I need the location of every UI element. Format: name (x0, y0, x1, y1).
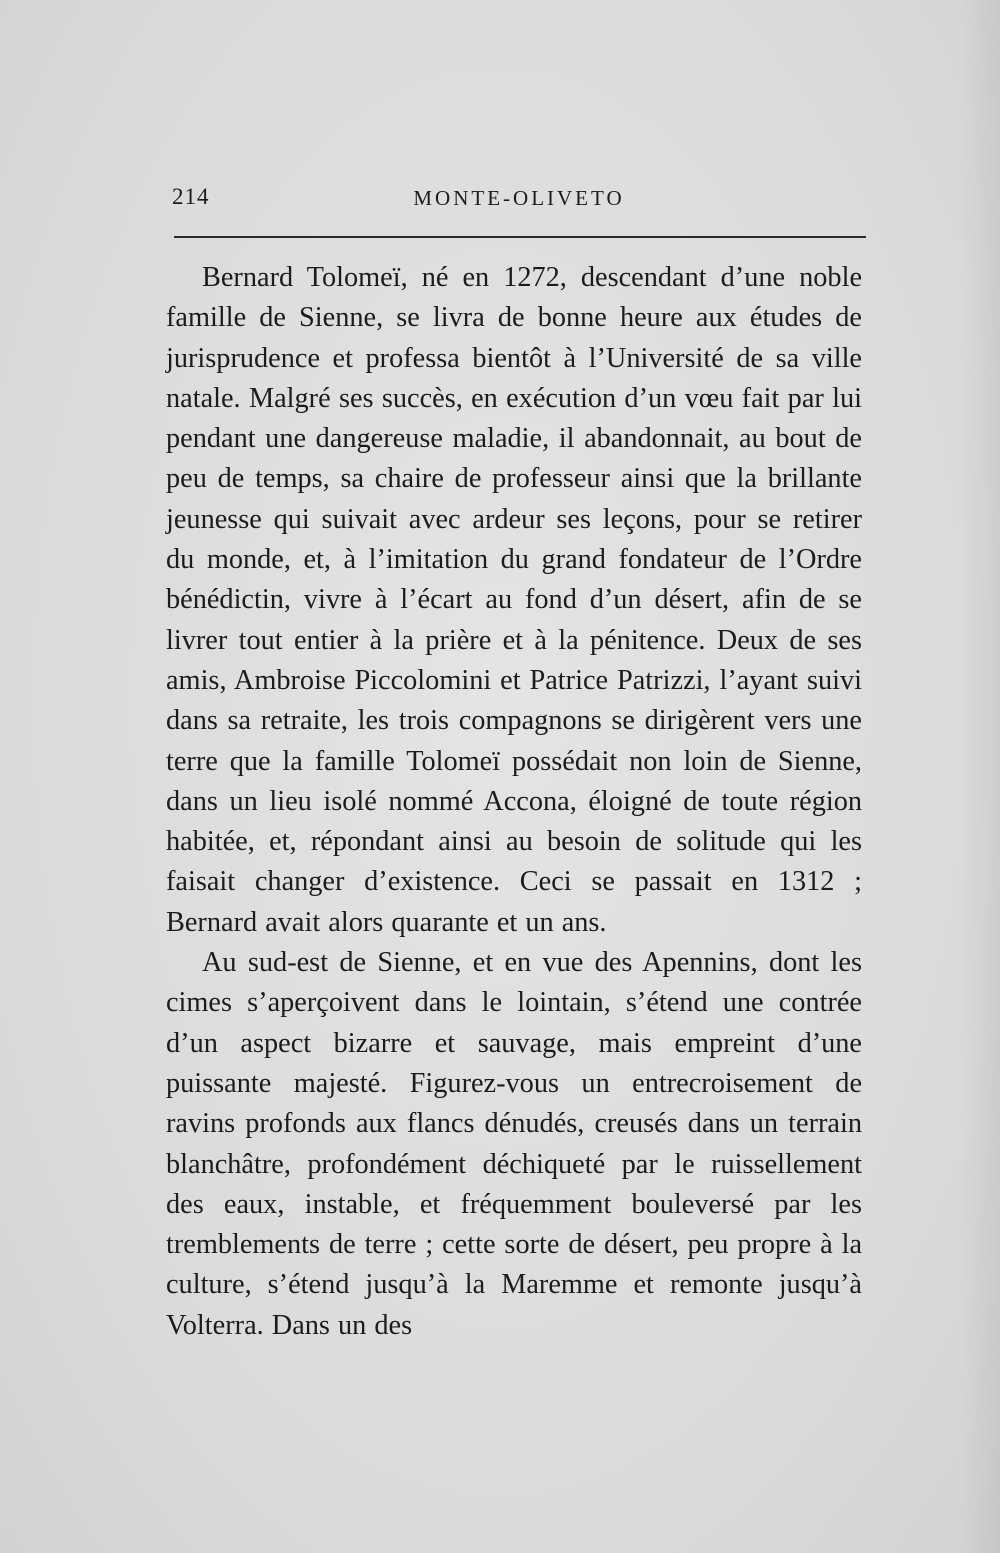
page-edge-shadow (960, 0, 1000, 1553)
paragraph-2: Au sud-est de Sienne, et en vue des Apennins, dont les cimes s’aperçoivent dans le lointain, s’étend une contrée d’un aspect bizarre et sauvage, mais empreint d’une puissante majesté. Figurez-vous un entrecroisement de ravins profonds aux flancs dénudés, creusés dans un terrain blanchâtre, profondément déchiqueté par le ruissellement des eaux, instable, et fréquemment bouleversé par les tremblements de terre ; cette sorte de désert, peu propre à la culture, s’étend jusqu’à la Maremme et remonte jusqu’à Volterra. Dans un des (166, 947, 862, 1341)
body-text (166, 258, 862, 1346)
paragraph-1: Bernard Tolomeï, né en 1272, descendant d’une noble famille de Sienne, se livra de bonne heure aux études de jurisprudence et professa bientôt à l’Université de sa ville natale. Malgré ses succès, en exécution d’un vœu fait par lui pendant une dangereuse maladie, il abandonnait, au bout de peu de temps, sa chaire de professeur ainsi que la brillante jeunesse qui suivait avec ardeur ses leçons, pour se retirer du monde, et, à l’imitation du grand fondateur de l’Ordre bénédictin, vivre à l’écart au fond d’un désert, afin de se livrer tout entier à la prière et à la pénitence. Deux de ses amis, Ambroise Piccolomini et Patrice Patrizzi, l’ayant suivi dans sa retraite, les trois compagnons se dirigèrent vers une terre que la famille Tolomeï possédait non loin de Sienne, dans un lieu isolé nommé Accona, éloigné de toute région habitée, et, répondant ainsi au besoin de solitude qui les faisait changer d’existence. Ceci se passait en 1312 ; Bernard avait alors quarante et un ans. (166, 262, 862, 938)
running-title: MONTE-OLIVETO (413, 186, 625, 210)
page-number: 214 (172, 184, 210, 209)
page-header (172, 184, 866, 224)
header-rule (174, 236, 866, 238)
